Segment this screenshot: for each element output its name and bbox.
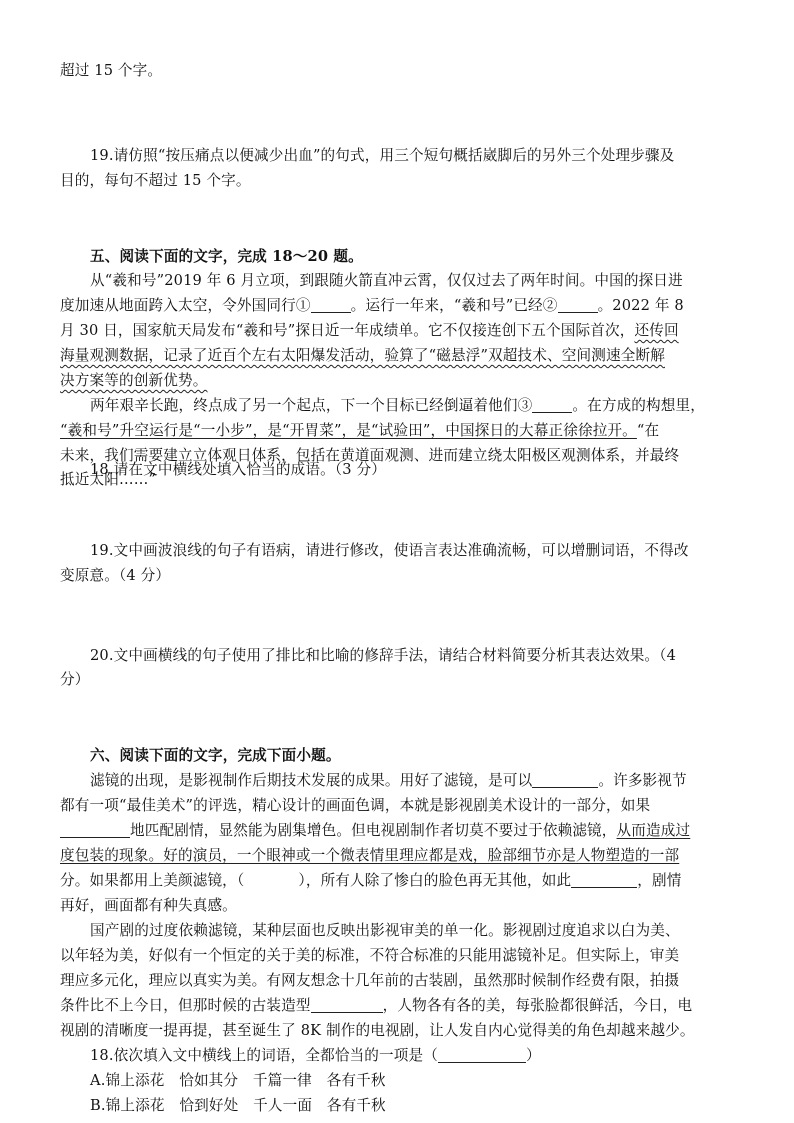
text-line: 变原意。（4 分） bbox=[60, 567, 171, 584]
question-19-previous: 19.请仿照“按压痛点以便减少出血”的句式，用三个短句概括崴脚后的另外三个处理步骤及 bbox=[90, 147, 675, 164]
text-line: 分） bbox=[60, 671, 90, 688]
section-5-heading: 五、阅读下面的文字，完成 18～20 题。 bbox=[90, 248, 363, 265]
answer-blank-3[interactable] bbox=[532, 396, 572, 413]
question-20: 20.文中画横线的句子使用了排比和比喻的修辞手法，请结合材料简要分析其表达效果。（4 bbox=[90, 647, 677, 664]
text-span: 地匹配剧情，显然能为剧集增色。但电视剧制作者切莫不要过于依赖滤镜， bbox=[130, 822, 617, 839]
text-line: 国产剧的过度依赖滤镜，某种层面也反映出影视审美的单一化。影视剧过度追求以白为美、 bbox=[90, 922, 680, 939]
option-a[interactable]: A.锦上添花 恰如其分 千篇一律 各有千秋 bbox=[90, 1072, 386, 1089]
text-span: 。运行一年来，“羲和号”已经② bbox=[350, 297, 558, 314]
text-span: 滤镜的出现，是影视制作后期技术发展的成果。用好了滤镜，是可以 bbox=[90, 772, 533, 789]
text-line bbox=[90, 768, 750, 794]
answer-blank-c[interactable] bbox=[571, 871, 637, 888]
text-line: 理应多元化，理应以真实为美。有网友想念十几年前的古装剧，虽然那时候制作经费有限，拍摄 bbox=[60, 972, 680, 989]
text-span: ，剧情 bbox=[637, 872, 682, 889]
text-line: 抵近太阳……” bbox=[60, 471, 157, 488]
text-line: 超过 15 个字。 bbox=[60, 62, 163, 79]
answer-blank-d[interactable] bbox=[311, 996, 383, 1013]
answer-paren-blank[interactable] bbox=[438, 1046, 526, 1063]
text-span: 月 30 日，国家航天局发布“羲和号”探日近一年成绩单。它不仅接连创下五个国际首次， bbox=[60, 322, 635, 339]
text-line bbox=[60, 993, 750, 1019]
wavy-underlined-sentence: 还传回 bbox=[634, 322, 679, 339]
text-line: 都有一项“最佳美术”的评选，精心设计的画面色调，本就是影视剧美术设计的一部分，如果 bbox=[60, 797, 651, 814]
text-span: 。2022 年 8 bbox=[597, 297, 684, 314]
text-line: 视剧的清晰度一提再提，甚至诞生了 8K 制作的电视剧，让人发自内心觉得美的角色却越来越少。 bbox=[60, 1022, 695, 1039]
question-18-choice bbox=[90, 1043, 750, 1069]
answer-blank-a[interactable] bbox=[532, 771, 598, 788]
text-span: 。在方成的构想里， bbox=[572, 397, 706, 414]
underlined-sentence: 度包装的现象。好的演员，一个眼神或一个微表情里理应都是戏，脸部细节亦是人物塑造的一部 bbox=[60, 847, 680, 864]
text-span: ），所有人除了惨白的脸色再无其他，如此 bbox=[298, 872, 572, 889]
text-span: 条件比不上今日，但那时候的古装造型 bbox=[60, 997, 311, 1014]
wavy-underlined-sentence: 决方案等的创新优势。 bbox=[60, 372, 208, 389]
answer-blank-b[interactable] bbox=[60, 821, 130, 838]
answer-blank-2[interactable] bbox=[558, 296, 598, 313]
text-span: 两年艰辛长跑，终点成了另一个起点，下一个目标已经倒逼着他们③ bbox=[90, 397, 533, 414]
text-span: 分。如果都用上美颜滤镜，（ bbox=[60, 872, 245, 889]
text-line bbox=[90, 393, 750, 419]
question-18: 18.请在文中横线处填入恰当的成语。（3 分） bbox=[90, 461, 386, 478]
answer-blank-1[interactable] bbox=[311, 296, 351, 313]
option-b[interactable]: B.锦上添花 恰到好处 千人一面 各有千秋 bbox=[90, 1097, 386, 1114]
text-span: ，人物各有各的美，每张脸都很鲜活，今日，电 bbox=[382, 997, 693, 1014]
text-span: “在 bbox=[636, 422, 660, 439]
text-span: 。许多影视节 bbox=[598, 772, 687, 789]
text-line: 目的，每句不超过 15 个字。 bbox=[60, 172, 251, 189]
text-line bbox=[60, 318, 750, 344]
text-line bbox=[60, 868, 750, 894]
text-line: 以年轻为美，好似有一个恒定的关于美的标准，不符合标准的只能用滤镜补足。但实际上，审美 bbox=[60, 947, 680, 964]
text-line bbox=[60, 293, 750, 319]
underlined-sentence: “羲和号”升空运行是“一小步”，是“开胃菜”，是“试验田”，中国探日的大幕正徐徐拉开。 bbox=[60, 422, 637, 439]
wavy-underlined-sentence: 海量观测数据，记录了近百个左右太阳爆发活动，验算了“磁悬浮”双超技术、空间测速全断解 bbox=[60, 347, 665, 364]
section-6-heading: 六、阅读下面的文字，完成下面小题。 bbox=[90, 747, 341, 764]
text-line bbox=[60, 418, 750, 444]
question-19: 19.文中画波浪线的句子有语病，请进行修改，使语言表达准确流畅，可以增删词语，不得改 bbox=[90, 542, 689, 559]
text-line: 从“羲和号”2019 年 6 月立项，到跟随火箭直冲云霄，仅仅过去了两年时间。中国的探日进 bbox=[90, 272, 683, 289]
text-span: ） bbox=[526, 1047, 541, 1064]
text-span: 18.依次填入文中横线上的词语，全都恰当的一项是（ bbox=[90, 1047, 439, 1064]
underlined-sentence: 从而造成过 bbox=[616, 822, 691, 839]
text-span: 度加速从地面跨入太空，令外国同行① bbox=[60, 297, 311, 314]
text-line: 再好，画面都有种失真感。 bbox=[60, 897, 237, 914]
text-line bbox=[60, 818, 750, 844]
text-line: 未来，我们需要建立立体观日体系，包括在黄道面观测、进而建立绕太阳极区观测体系，并最终 bbox=[60, 447, 680, 464]
